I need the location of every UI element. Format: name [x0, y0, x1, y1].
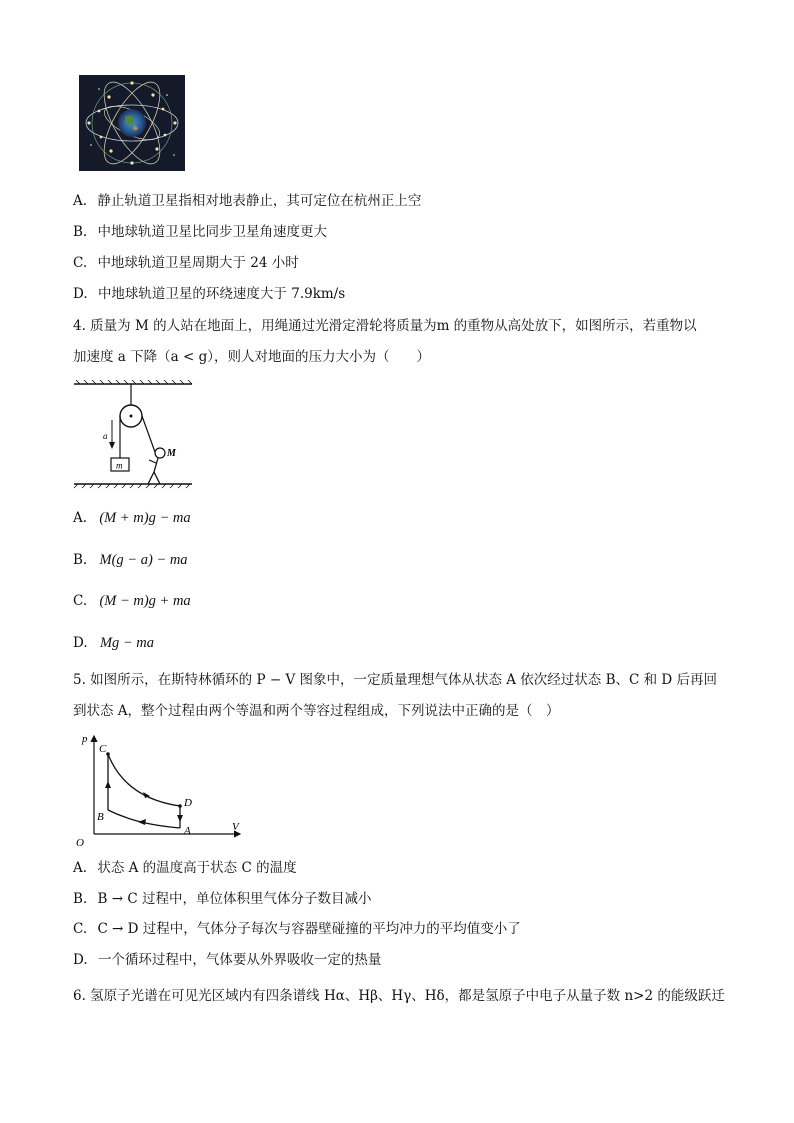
option-formula: M(g − a) − ma — [99, 552, 188, 568]
q4-option-c — [73, 591, 191, 611]
origin-label: O — [76, 837, 84, 848]
q3-option-d — [73, 284, 345, 304]
q6-stem-line1: 6. 氢原子光谱在可见光区域内有四条谱线 Hα、Hβ、Hγ、Hδ，都是氢原子中电子从量子数 n>2 的能级跃迁 — [73, 988, 725, 1004]
option-label: A. — [73, 193, 88, 209]
option-label: A. — [73, 510, 88, 526]
q3-option-c — [73, 253, 299, 273]
option-text: 状态 A 的温度高于状态 C 的温度 — [97, 860, 297, 876]
option-label: D. — [73, 286, 88, 302]
q5-option-c — [73, 919, 521, 939]
option-label: D. — [73, 635, 88, 651]
q4-option-a — [73, 508, 191, 528]
option-label: D. — [73, 952, 88, 968]
satellite-orbit-image — [79, 75, 185, 171]
label-a: a — [103, 431, 108, 441]
option-label: C. — [73, 921, 88, 937]
point-b-label: B — [97, 811, 104, 823]
option-formula: (M − m)g + ma — [99, 593, 191, 609]
q4-option-b — [73, 550, 188, 570]
label-m: m — [116, 460, 123, 471]
option-text: 静止轨道卫星指相对地表静止，其可定位在杭州正上空 — [97, 193, 422, 209]
option-text: 中地球轨道卫星比同步卫星角速度更大 — [97, 224, 328, 240]
q5-stem-line1: 5. 如图所示，在斯特林循环的 P − V 图象中，一定质量理想气体从状态 A 依次经过状态 B、C 和 D 后再回 — [73, 672, 718, 688]
option-text: 中地球轨道卫星的环绕速度大于 7.9km/s — [97, 286, 346, 302]
option-text: 一个循环过程中，气体要从外界吸收一定的热量 — [97, 952, 382, 968]
q3-option-b — [73, 222, 327, 242]
q4-stem-line1: 4. 质量为 M 的人站在地面上，用绳通过光滑定滑轮将质量为m 的重物从高处放下，如图所示，若重物以 — [73, 318, 697, 334]
option-label: B. — [73, 224, 88, 240]
q5-stem-line2: 到状态 A，整个过程由两个等温和两个等容过程组成，下列说法中正确的是（ ） — [73, 703, 560, 719]
q5-option-a — [73, 858, 297, 878]
option-label: B. — [73, 552, 88, 568]
option-formula: (M + m)g − ma — [99, 510, 191, 526]
q4-option-d — [73, 633, 154, 653]
option-text: 中地球轨道卫星周期大于 24 小时 — [97, 255, 299, 271]
option-label: A. — [73, 860, 88, 876]
q5-option-d — [73, 950, 381, 970]
label-M: M — [167, 448, 176, 459]
option-label: B. — [73, 891, 88, 907]
point-d-label: D — [184, 797, 192, 809]
pulley-diagram — [72, 380, 194, 492]
point-a-label: A — [184, 825, 191, 837]
option-text: C → D 过程中，气体分子每次与容器壁碰撞的平均冲力的平均值变小了 — [97, 921, 521, 937]
pv-diagram — [72, 730, 250, 848]
option-formula: Mg − ma — [99, 635, 155, 651]
q3-option-a — [73, 191, 421, 211]
point-c-label: C — [99, 743, 107, 755]
option-label: C. — [73, 593, 88, 609]
option-text: B → C 过程中，单位体积里气体分子数目减小 — [97, 891, 372, 907]
q5-option-b — [73, 889, 371, 909]
q4-stem-line2: 加速度 a 下降（a < g），则人对地面的压力大小为（ ） — [73, 349, 430, 365]
option-label: C. — [73, 255, 88, 271]
axis-p-label: p — [82, 733, 88, 745]
axis-v-label: V — [232, 821, 239, 833]
